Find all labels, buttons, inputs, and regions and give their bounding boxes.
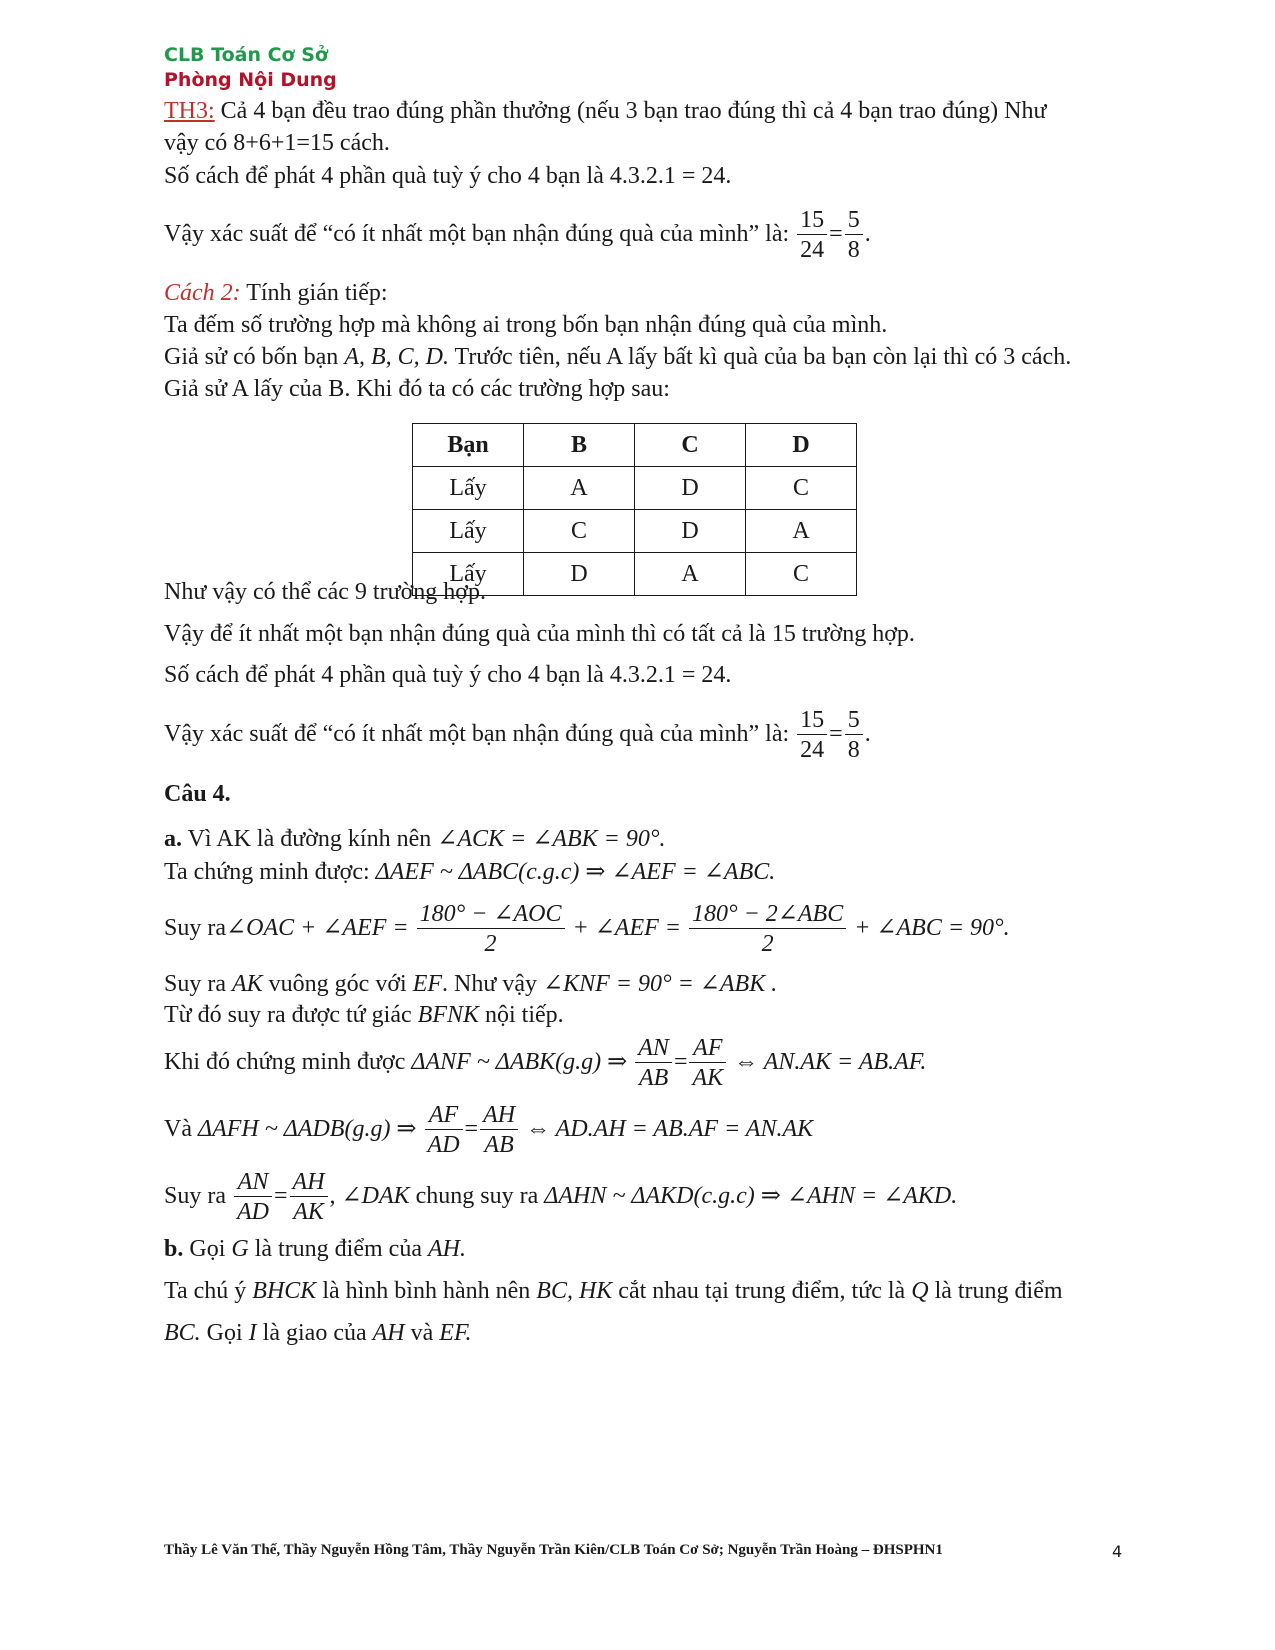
table-header: Bạn (413, 424, 524, 467)
prob-line-2: Vậy xác suất để “có ít nhất một bạn nhận đúng quà của mình” là: $\frac{15}{24}$ = $\frac{5}{8}$ . (164, 707, 871, 763)
suyra-line-1: Suy ra∠OAC + ∠AEF = $\frac{\text{180° − ∠AOC}}{2}$ + ∠AEF = $\frac{\text{180° − 2∠ABC}}{2}$ + ∠ABC = 90°. (164, 901, 1010, 957)
va-line: Và ΔAFH ~ ΔADB(g.g) ⇒ $\frac{AF}{AD}$ = $\frac{AH}{AB}$ ⇔ AD.AH = AB.AF = AN.AK (164, 1102, 814, 1158)
total-line-2: Số cách để phát 4 phần quà tuỳ ý cho 4 bạn là 4.3.2.1 = 24. (164, 662, 732, 688)
cau4-heading: Câu 4. (164, 781, 231, 807)
part-b-line: b. Gọi G là trung điểm của AH. (164, 1236, 466, 1262)
assignment-table (412, 423, 857, 596)
header-club: CLB Toán Cơ Sở (164, 44, 328, 66)
nine-line: Như vậy có thể các 9 trường hợp. (164, 579, 486, 605)
perp-line: Suy ra AK vuông góc với EF. Như vậy ∠KNF = 90° = ∠ABK . (164, 971, 778, 997)
table-header: C (635, 424, 746, 467)
cyclic-line: Từ đó suy ra được tứ giác BFNK nội tiếp. (164, 1002, 564, 1028)
note-line: Ta chú ý BHCK là hình bình hành nên BC, HK cắt nhau tại trung điểm, tức là Q là trung điểm (164, 1278, 1063, 1304)
th3-label: TH3: (164, 98, 215, 124)
part-a-line: a. Vì AK là đường kính nên ∠ACK = ∠ABK = 90°. (164, 826, 666, 852)
table-row: Lấy A D C (413, 467, 857, 510)
assume-line: Giả sử có bốn bạn A, B, C, D. Trước tiên, nếu A lấy bất kì quà của ba bạn còn lại thì có 3 cách. (164, 344, 1072, 370)
cach2-label: Cách 2: (164, 280, 241, 306)
th3-cont: vậy có 8+6+1=15 cách. (164, 130, 390, 156)
th3-line: TH3: Cả 4 bạn đều trao đúng phần thưởng (nếu 3 bạn trao đúng thì cả 4 bạn trao đúng) Như (164, 98, 1047, 124)
khi-line: Khi đó chứng minh được ΔANF ~ ΔABK(g.g) ⇒ $\frac{AN}{AB}$ = $\frac{AF}{AK}$ ⇔ AN.AK = AB.AF. (164, 1035, 927, 1091)
fifteen-line: Vậy để ít nhất một bạn nhận đúng quà của mình thì có tất cả là 15 trường hợp. (164, 621, 915, 647)
count-line: Ta đếm số trường hợp mà không ai trong bốn bạn nhận đúng quà của mình. (164, 312, 888, 338)
table-header: B (524, 424, 635, 467)
table-row: Lấy C D A (413, 510, 857, 553)
cach2-line: Cách 2: Tính gián tiếp: (164, 280, 388, 306)
assume-line-2: Giả sử A lấy của B. Khi đó ta có các trường hợp sau: (164, 376, 670, 402)
prob-line-1: Vậy xác suất để “có ít nhất một bạn nhận đúng quà của mình” là: $\frac{15}{24}$ = $\frac{5}{8}$ . (164, 207, 871, 263)
last-line: BC. Gọi I là giao của AH và EF. (164, 1320, 472, 1346)
prove-line: Ta chứng minh được: ΔAEF ~ ΔABC(c.g.c) ⇒ ∠AEF = ∠ABC. (164, 859, 776, 885)
page-number: 4 (1112, 1542, 1123, 1561)
total-line-1: Số cách để phát 4 phần quà tuỳ ý cho 4 bạn là 4.3.2.1 = 24. (164, 163, 732, 189)
table-header: D (746, 424, 857, 467)
header-dept: Phòng Nội Dung (164, 69, 337, 91)
suyra-line-2: Suy ra $\frac{AN}{AD}$ = $\frac{AH}{AK}$ , ∠DAK chung suy ra ΔAHN ~ ΔAKD(c.g.c) ⇒ ∠AHN = ∠AKD. (164, 1169, 958, 1225)
table-row: Lấy D A C (413, 553, 857, 596)
footer-authors: Thầy Lê Văn Thế, Thầy Nguyễn Hồng Tâm, Thầy Nguyễn Trần Kiên/CLB Toán Cơ Sở; Nguyễn Trần Hoàng – ĐHSPHN1 (164, 1542, 943, 1558)
